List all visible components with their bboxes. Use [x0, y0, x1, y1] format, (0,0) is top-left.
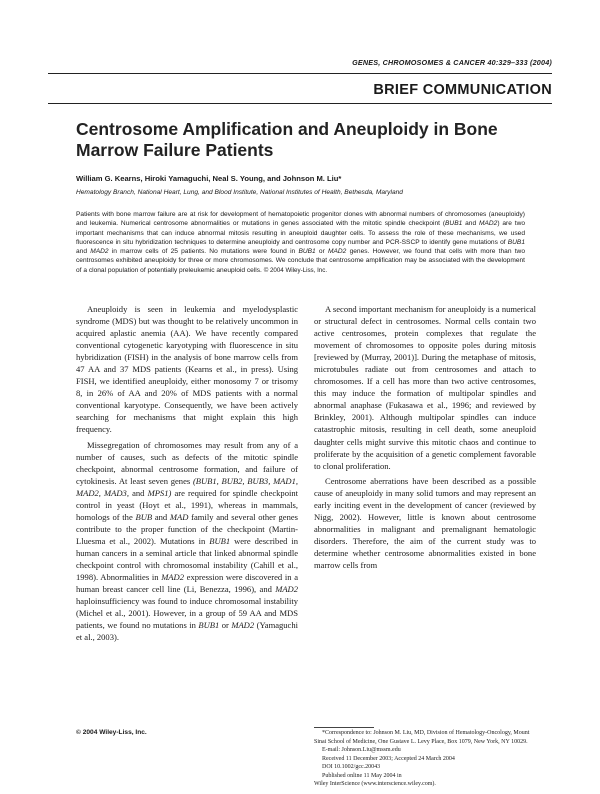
body-left-column: [76, 303, 298, 643]
gene-name: MAD: [169, 511, 189, 522]
gene-name: BUB1: [198, 620, 220, 631]
body-text: (Yamaguchi et al., 2003).: [76, 620, 298, 643]
correspondence-email: E-mail: Johnson.Liu@mssm.edu: [322, 747, 401, 753]
gene-name: MAD2: [161, 572, 184, 583]
body-text: are required for spindle checkpoint control in yeast (Hoyt et al., 1991), whereas in mammals, homologs of the: [76, 487, 298, 522]
article-title: Centrosome Amplification and Aneuploidy in Bone Marrow Failure Patients: [76, 119, 498, 160]
abstract-copyright: © 2004 Wiley-Liss, Inc.: [263, 266, 328, 274]
body-paragraph: Centrosome aberrations have been described as a possible cause of aneuploidy in many solid tumors and may represent an early inciting event in the development of cancer (reviewed by Nigg, 2002). However, little is known about centrosome abnormalities in malignant and premalignant hematologic disorders. Therefore, the aim of the current study was to determine whether centrosome abnormalities existed in bone marrow cells from: [314, 475, 536, 570]
gene-name: BUB1: [298, 248, 316, 256]
gene-name: (BUB1, BUB2, BUB3, MAD1, MAD2, MAD3,: [76, 475, 298, 498]
body-text: expression were discovered in a human breast cancer cell line (Li, Benezza, 1996), and: [76, 572, 298, 595]
body-text: family and several other genes contribute to the proper function of the checkpoint (Martin-Lluesma et al., 2002). Mutations in: [76, 511, 298, 546]
author-list: William G. Kearns, Hiroki Yamaguchi, Neal S. Young, and Johnson M. Liu*: [76, 174, 342, 183]
abstract-text: Patients with bone marrow failure are at risk for development of hematopoietic progenitor clones with abnormal numbers of chromosomes (aneuploidy) and leukemia. Numerical centrosome abnormalities or mutations in genes associated with the mitotic spindle checkpoint (: [76, 211, 525, 228]
gene-name: BUB1: [507, 238, 525, 246]
abstract-text: or: [315, 248, 329, 256]
abstract: [76, 210, 525, 275]
section-label: BRIEF COMMUNICATION: [373, 82, 552, 98]
copyright-footer: © 2004 Wiley-Liss, Inc.: [76, 729, 147, 736]
gene-name: BUB: [135, 511, 153, 522]
body-text: were described in human cancers in a seminal article that linked abnormal spindle checkpoint control with chromosomal instability (Cahill et al., 1998). Abnormalities in: [76, 535, 299, 583]
footnote-rule: [314, 727, 374, 728]
gene-name: BUB1: [209, 535, 231, 546]
body-paragraph: A second important mechanism for aneuploidy is a numerical or structural defect in centrosomes. Normal cells contain two active centrosomes, protein complexes that regulate the movement of chromosomes to opposite poles during mitosis [reviewed by (Murray, 2001)]. During the metaphase of mitosis, microtubules radiate out from centrosomes and attach to chromosomes. If a cell has more than two active centrosomes, this may induce the formation of multipolar spindles and abnormal anaphase (Fukasawa et al., 1996; and reviewed by Brinkley, 2001). Although multipolar spindles can induce catastrophic mitosis, resulting in cell death, some aneuploid daughter cells might survive this mitotic chaos and continue to proliferate by the acquisition of a genetic complement favorable to clonal proliferation.: [314, 304, 536, 471]
body-text: and: [128, 487, 148, 498]
abstract-text: and: [462, 220, 479, 228]
received-dates: Received 11 December 2003; Accepted 24 March 2004: [322, 755, 455, 762]
doi: DOI 10.1002/gcc.20043: [322, 764, 381, 770]
gene-name: MPS1): [147, 487, 172, 498]
correspondence-note: *Correspondence to: Johnson M. Liu, MD, Division of Hematology-Oncology, Mount Sinai School of Medicine, One Gustave L. Levy Place, Box 1079, New York, NY 10029.: [314, 730, 530, 745]
gene-name: MAD2: [231, 620, 255, 631]
publisher-site: Wiley InterScience (www.interscience.wiley.com).: [314, 781, 436, 787]
header-rule-bottom: [48, 103, 552, 104]
journal-header: GENES, CHROMOSOMES & CANCER 40:329–333 (2004): [352, 58, 552, 67]
gene-name: MAD2: [328, 248, 347, 256]
gene-name: MAD2: [478, 220, 498, 228]
header-rule-top: [48, 73, 552, 74]
body-text: Missegregation of chromosomes may result from any of a number of causes, such as defects of the mitotic spindle checkpoint, abnormal centrosome formation, and failure of cytokinesis. At least seven genes: [76, 439, 298, 486]
author-affiliation: Hematology Branch, National Heart, Lung, and Blood Institute, National Institutes of Health, Bethesda, Maryland: [76, 189, 403, 196]
published-online: Published online 11 May 2004 in: [322, 772, 402, 779]
body-text: haploinsufficiency was found to induce chromosomal instability (Michel et al., 2001). However, in a group of 59 AA and MDS patients, we found no mutations in: [76, 596, 298, 631]
abstract-text: in marrow cells of 25 patients. No mutations were found in: [108, 248, 299, 256]
footnote: [314, 729, 536, 789]
gene-name: BUB1: [445, 220, 463, 228]
body-text: or: [219, 620, 232, 631]
body-paragraph: Aneuploidy is seen in leukemia and myelodysplastic syndrome (MDS) but was thought to be relatively uncommon in acquired aplastic anemia (AA). We have recently compared conventional cytogenetic karyotyping with fluorescence in situ hybridization (FISH) in the analysis of bone marrow cells from 47 AA and 37 MDS patients (Kearns et al., in press). Using FISH, we identified aneuploidy, either monosomy 7 or trisomy 8, in 26% of AA and 20% of MDS patients with a normal conventional karyotype. Consequently, we have been actively searching for mechanisms that might explain this high frequency.: [76, 304, 298, 435]
body-text: and: [152, 511, 170, 522]
abstract-text: and: [76, 248, 91, 256]
gene-name: MAD2: [275, 584, 298, 595]
gene-name: MAD2: [90, 248, 109, 256]
body-right-column: [314, 303, 536, 571]
body-paragraph: [76, 439, 298, 644]
abstract-text: genes. However, we found that cells with more than two centrosomes exhibited aneuploidy for three or more chromosomes. We conclude that centrosome amplification may be associated with the development of a clonal population of potentially preleukemic aneuploid cells.: [76, 248, 525, 274]
abstract-text: ) are two important mechanisms that can induce abnormal mitosis resulting in aneuploid daughter cells. To assess the role of these mechanisms, we used fluorescence in situ hybridization techniques to determine aneuploidy and centrosome copy number and PCR-SSCP to identify gene mutations of: [76, 220, 526, 246]
